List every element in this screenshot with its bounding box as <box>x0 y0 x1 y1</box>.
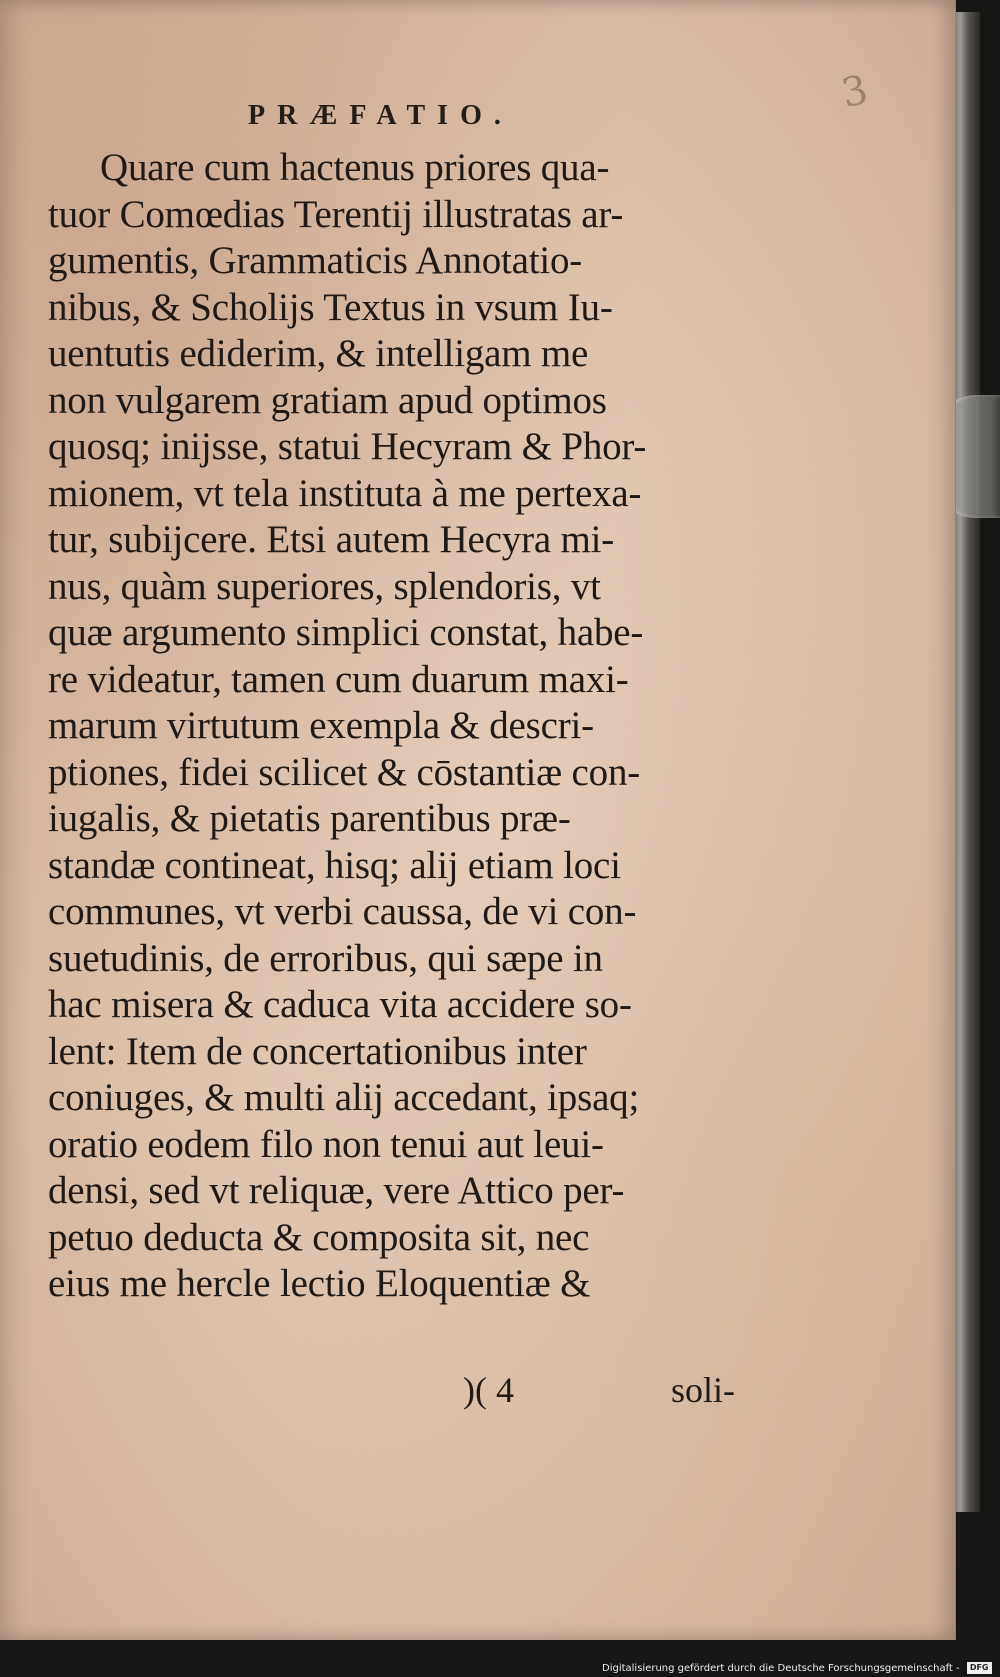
running-heading: PRÆFATIO. <box>248 100 513 131</box>
digitization-attribution <box>602 1660 1000 1677</box>
text-line-24: petuo deducta & composita sit, nec <box>48 1215 590 1259</box>
text-line-15: iugalis, & pietatis parentibus præ- <box>48 797 571 840</box>
dfg-logo: DFG <box>967 1662 992 1674</box>
text-line-20: lent: Item de concertationibus inter <box>48 1029 587 1073</box>
text-line-1: Quare cum hactenus priores qua- <box>100 146 610 189</box>
attribution-text: Digitalisierung gefördert durch die Deutsche Forschungsgemeinschaft - <box>602 1663 960 1674</box>
text-line-22: oratio eodem filo non tenui aut leui- <box>48 1122 604 1166</box>
text-line-4: nibus, & Scholijs Textus in vsum Iu- <box>48 285 613 329</box>
latin-text-block <box>48 145 763 1308</box>
text-line-19: hac misera & caduca vita accidere so- <box>48 983 632 1026</box>
text-line-8: mionem, vt tela instituta à me pertexa- <box>48 471 642 515</box>
text-line-21: coniuges, & multi alij accedant, ipsaq; <box>48 1076 640 1119</box>
text-line-2: tuor Comœdias Terentij illustratas ar- <box>48 192 624 236</box>
text-line-10: nus, quàm superiores, splendoris, vt <box>48 564 601 608</box>
text-line-14: ptiones, fidei scilicet & cōstantiæ con- <box>48 750 641 794</box>
text-line-7: quosq; inijsse, statui Hecyram & Phor- <box>48 425 647 468</box>
text-line-3: gumentis, Grammaticis Annotatio- <box>48 239 583 282</box>
text-line-25: eius me hercle lectio Eloquentiæ & <box>48 1262 591 1305</box>
text-line-12: re videatur, tamen cum duarum maxi- <box>48 657 629 701</box>
page-footer <box>463 1369 763 1419</box>
signature-mark: )( 4 <box>463 1370 514 1410</box>
text-line-13: marum virtutum exempla & descri- <box>48 704 594 747</box>
text-line-9: tur, subijcere. Etsi autem Hecyra mi- <box>48 518 615 561</box>
page-number: 3 <box>837 66 872 118</box>
text-line-6: non vulgarem gratiam apud optimos <box>48 378 607 422</box>
text-line-18: suetudinis, de erroribus, qui sæpe in <box>48 936 603 980</box>
text-line-17: communes, vt verbi caussa, de vi con- <box>48 890 637 933</box>
catchword: soli- <box>671 1370 736 1410</box>
text-line-11: quæ argumento simplici constat, habe- <box>48 611 644 654</box>
text-line-23: densi, sed vt reliquæ, vere Attico per- <box>48 1169 625 1212</box>
text-line-16: standæ contineat, hisq; alij etiam loci <box>48 843 621 887</box>
text-line-5: uentutis ediderim, & intelligam me <box>48 332 589 375</box>
